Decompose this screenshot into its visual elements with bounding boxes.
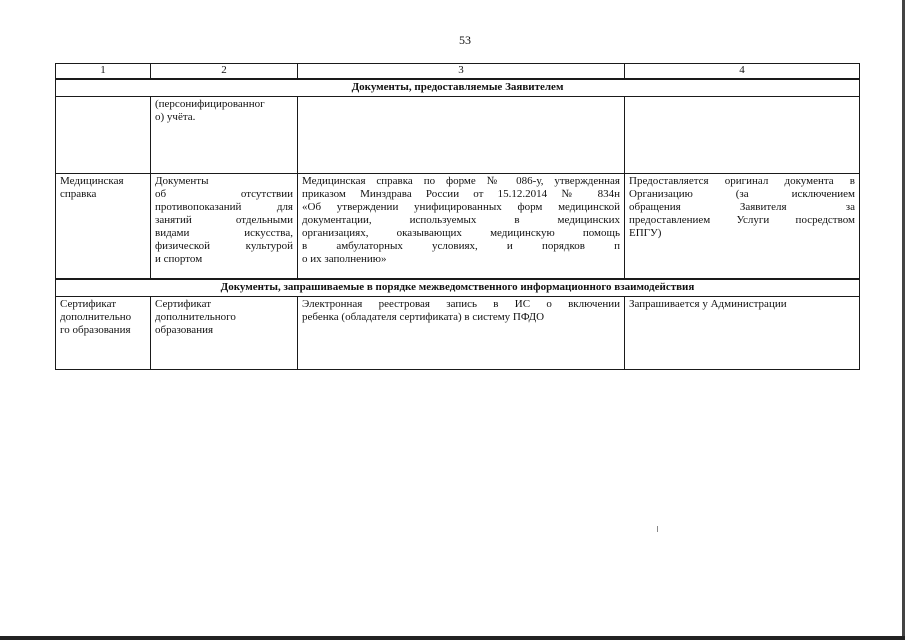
- column-number-1: 1: [56, 64, 151, 80]
- cell-text-line: ЕПГУ): [629, 227, 662, 239]
- cell-text-line: образования: [155, 323, 214, 336]
- table-cell: [151, 296, 298, 369]
- column-number-row: [56, 64, 860, 80]
- cell-text-line: документации, используемых в медицинских: [302, 214, 620, 226]
- cell-text-line: Документы: [155, 175, 209, 187]
- section-header-row: [56, 279, 860, 297]
- cell-text-line: видами искусства,: [155, 227, 293, 239]
- cell-text-line: Электронная реестровая запись в ИС о включении: [302, 297, 620, 310]
- column-number-2: 2: [151, 64, 298, 80]
- table-cell: [56, 296, 151, 369]
- cell-text-line: об отсутствии: [155, 188, 293, 200]
- table-cell: [298, 97, 625, 174]
- cell-text-line: приказом Минздрава России от 15.12.2014 № 834н: [302, 188, 620, 200]
- table-cell: [151, 97, 298, 174]
- section-header-row: [56, 79, 860, 97]
- documents-table: [55, 63, 860, 370]
- table-cell: [56, 97, 151, 174]
- cell-text-line: в амбулаторных условиях, и порядков п: [302, 240, 620, 252]
- cell-text-line: занятий отдельными: [155, 214, 293, 226]
- page-number: 53: [459, 33, 471, 47]
- table-cell: [151, 174, 298, 279]
- table-cell: [625, 97, 860, 174]
- section-title-applicant-documents: Документы, предоставляемые Заявителем: [56, 79, 860, 97]
- cell-text-line: физической культурой: [155, 240, 293, 252]
- cell-text-line: обращения Заявителя за: [629, 201, 855, 213]
- section-title-interagency-documents: Документы, запрашиваемые в порядке межведомственного информационного взаимодействия: [56, 279, 860, 297]
- cell-text-line: Сертификат: [155, 297, 211, 310]
- column-number-3: 3: [298, 64, 625, 80]
- scan-speck: [657, 526, 658, 532]
- cell-text-line: о) учёта.: [155, 111, 196, 123]
- cell-text-line: противопоказаний для: [155, 201, 293, 213]
- cell-text-line: и спортом: [155, 253, 203, 265]
- table-cell: Запрашивается у Администрации: [625, 296, 860, 369]
- cell-text-line: справка: [60, 188, 97, 200]
- cell-text-line: о их заполнению»: [302, 253, 387, 265]
- cell-text-line: Сертификат: [60, 297, 116, 310]
- cell-text-line: дополнительно: [60, 310, 132, 323]
- table-row-certificate: [56, 296, 860, 369]
- cell-text-line: предоставлением Услуги посредством: [629, 214, 855, 226]
- cell-text-line: Предоставляется оригинал документа в: [629, 175, 855, 187]
- cell-text-line: Организацию (за исключением: [629, 188, 855, 200]
- table-row-continuation: [56, 97, 860, 174]
- table-cell: [625, 174, 860, 279]
- cell-text-line: дополнительного: [155, 310, 236, 323]
- table-row-medical-certificate: [56, 174, 860, 279]
- cell-text-line: ребенка (обладателя сертификата) в систему ПФДО: [302, 310, 545, 323]
- table-cell: [298, 296, 625, 369]
- cell-text-line: Медицинская: [60, 175, 124, 187]
- cell-text-line: организациях, оказывающих медицинскую помощь: [302, 227, 620, 239]
- cell-text-line: (персонифицированног: [155, 98, 265, 110]
- table-cell: [298, 174, 625, 279]
- column-number-4: 4: [625, 64, 860, 80]
- cell-text-line: го образования: [60, 323, 131, 336]
- cell-text-line: «Об утверждении унифицированных форм медицинской: [302, 201, 620, 213]
- table-cell: [56, 174, 151, 279]
- cell-text-line: Медицинская справка по форме № 086-у, утвержденная: [302, 175, 620, 187]
- scan-edge-bottom: [0, 636, 905, 640]
